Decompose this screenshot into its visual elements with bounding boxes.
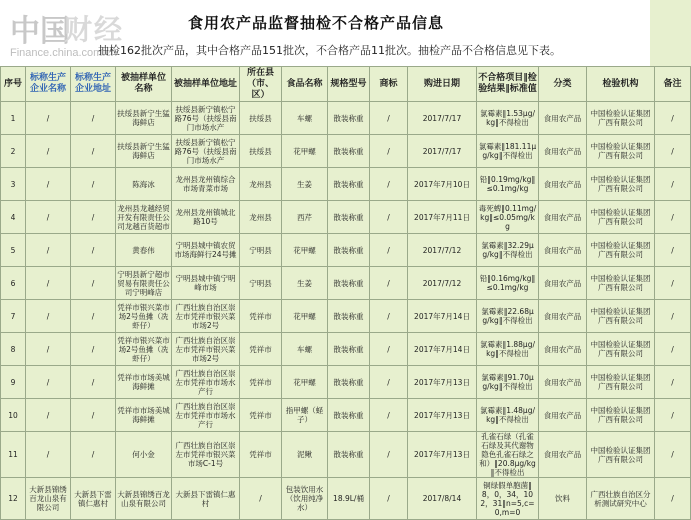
- cell-food-name: 花甲螺: [282, 300, 328, 333]
- cell-manufacturer-name: /: [26, 333, 71, 366]
- cell-category: 食用农产品: [539, 366, 587, 399]
- cell-sampled-unit-address: 广西壮族自治区崇左市凭祥市银兴菜市场C-1号: [172, 432, 240, 478]
- col-category: 分类: [539, 67, 587, 102]
- cell-purchase-date: 2017/7/17: [408, 102, 477, 135]
- table-row: [1, 333, 691, 366]
- cell-inspection-agency: 广西壮族自治区分析测试研究中心: [587, 478, 655, 520]
- table-row: [1, 102, 691, 135]
- cell-county: 宁明县: [240, 267, 282, 300]
- cell-failed-item: 毒死蜱‖0.11mg/kg‖≤0.05mg/kg: [477, 201, 539, 234]
- cell-remarks: /: [655, 267, 691, 300]
- cell-county: 扶绥县: [240, 102, 282, 135]
- cell-failed-item: 孔雀石绿（孔雀石绿及其代谢物隐色孔雀石绿之和）‖20.8μg/kg‖不得检出: [477, 432, 539, 478]
- cell-brand: /: [370, 300, 408, 333]
- col-food-name: 食品名称: [282, 67, 328, 102]
- cell-manufacturer-address: /: [71, 333, 116, 366]
- cell-manufacturer-name: /: [26, 168, 71, 201]
- cell-spec: 散装称重: [328, 267, 370, 300]
- cell-county: 凭祥市: [240, 300, 282, 333]
- cell-spec: 散装称重: [328, 300, 370, 333]
- cell-remarks: /: [655, 399, 691, 432]
- cell-index: 1: [1, 102, 26, 135]
- cell-inspection-agency: 中国检验认证集团广西有限公司: [587, 432, 655, 478]
- cell-failed-item: 氯霉素‖91.70μg/kg‖不得检出: [477, 366, 539, 399]
- cell-spec: 散装称重: [328, 432, 370, 478]
- cell-food-name: 生姜: [282, 267, 328, 300]
- cell-index: 9: [1, 366, 26, 399]
- cell-remarks: /: [655, 300, 691, 333]
- cell-sampled-unit-name: 龙州县龙越经贸开发有限责任公司龙越百货超市: [116, 201, 172, 234]
- cell-purchase-date: 2017年7月14日: [408, 333, 477, 366]
- failed-products-table: [0, 66, 691, 520]
- cell-remarks: /: [655, 102, 691, 135]
- cell-remarks: /: [655, 168, 691, 201]
- table-row: [1, 234, 691, 267]
- table-row: [1, 478, 691, 520]
- cell-sampled-unit-name: 大新县锦绣百龙山泉有限公司: [116, 478, 172, 520]
- cell-purchase-date: 2017年7月13日: [408, 432, 477, 478]
- cell-purchase-date: 2017年7月13日: [408, 399, 477, 432]
- col-brand: 商标: [370, 67, 408, 102]
- cell-category: 食用农产品: [539, 267, 587, 300]
- cell-index: 2: [1, 135, 26, 168]
- table-row: [1, 366, 691, 399]
- cell-manufacturer-address: /: [71, 102, 116, 135]
- cell-failed-item: 氯霉素‖1.48μg/kg‖不得检出: [477, 399, 539, 432]
- cell-inspection-agency: 中国检验认证集团广西有限公司: [587, 102, 655, 135]
- table-row: [1, 300, 691, 333]
- cell-sampled-unit-name: 凭祥市市场美城海鲜摊: [116, 399, 172, 432]
- cell-spec: 散装称重: [328, 234, 370, 267]
- cell-spec: 18.9L/桶: [328, 478, 370, 520]
- cell-purchase-date: 2017/7/12: [408, 234, 477, 267]
- cell-sampled-unit-name: 凭祥市市场美城海鲜摊: [116, 366, 172, 399]
- col-purchase-date: 购进日期: [408, 67, 477, 102]
- site-logo-domain: Finance.china.com.cn: [10, 47, 117, 59]
- cell-manufacturer-name: /: [26, 102, 71, 135]
- cell-brand: /: [370, 267, 408, 300]
- page-header: [0, 0, 650, 66]
- cell-sampled-unit-name: 扶绥县新宁生猛海鲜店: [116, 135, 172, 168]
- cell-brand: /: [370, 478, 408, 520]
- cell-manufacturer-address: /: [71, 432, 116, 478]
- cell-county: /: [240, 478, 282, 520]
- cell-inspection-agency: 中国检验认证集团广西有限公司: [587, 300, 655, 333]
- cell-brand: /: [370, 102, 408, 135]
- cell-brand: /: [370, 234, 408, 267]
- cell-food-name: 泥鳅: [282, 432, 328, 478]
- cell-remarks: /: [655, 135, 691, 168]
- cell-remarks: /: [655, 478, 691, 520]
- cell-purchase-date: 2017/8/14: [408, 478, 477, 520]
- cell-sampled-unit-address: 广西壮族自治区崇左市凭祥市银兴菜市场2号: [172, 300, 240, 333]
- cell-sampled-unit-name: 宁明县新宁超市贸易有限责任公司宁明峰店: [116, 267, 172, 300]
- cell-purchase-date: 2017/7/17: [408, 135, 477, 168]
- cell-sampled-unit-address: 扶绥县新宁镇松宁路76号（扶绥县南门市场水产: [172, 102, 240, 135]
- cell-category: 食用农产品: [539, 432, 587, 478]
- cell-manufacturer-name: /: [26, 267, 71, 300]
- cell-sampled-unit-address: 宁明县城中镇宁明峰市场: [172, 267, 240, 300]
- cell-food-name: 包装饮用水（饮用纯净水）: [282, 478, 328, 520]
- cell-purchase-date: 2017年7月11日: [408, 201, 477, 234]
- cell-index: 4: [1, 201, 26, 234]
- cell-spec: 散装称重: [328, 102, 370, 135]
- col-manufacturer-name: 标称生产企业名称: [26, 67, 71, 102]
- cell-index: 6: [1, 267, 26, 300]
- cell-manufacturer-name: /: [26, 399, 71, 432]
- cell-spec: 散装称重: [328, 201, 370, 234]
- cell-manufacturer-address: /: [71, 201, 116, 234]
- cell-purchase-date: 2017/7/12: [408, 267, 477, 300]
- table-row: [1, 267, 691, 300]
- cell-spec: 散装称重: [328, 399, 370, 432]
- cell-failed-item: 氯霉素‖1.53μg/kg‖不得检出: [477, 102, 539, 135]
- cell-spec: 散装称重: [328, 168, 370, 201]
- cell-inspection-agency: 中国检验认证集团广西有限公司: [587, 267, 655, 300]
- cell-purchase-date: 2017年7月13日: [408, 366, 477, 399]
- cell-county: 凭祥市: [240, 333, 282, 366]
- col-sampled-unit-name: 被抽样单位名称: [116, 67, 172, 102]
- cell-manufacturer-address: /: [71, 300, 116, 333]
- cell-manufacturer-name: /: [26, 300, 71, 333]
- cell-category: 饮料: [539, 478, 587, 520]
- cell-sampled-unit-address: 扶绥县新宁镇松宁路76号（扶绥县南门市场水产: [172, 135, 240, 168]
- cell-failed-item: 铅‖0.16mg/kg‖≤0.1mg/kg: [477, 267, 539, 300]
- cell-inspection-agency: 中国检验认证集团广西有限公司: [587, 234, 655, 267]
- cell-category: 食用农产品: [539, 102, 587, 135]
- cell-food-name: 车螺: [282, 102, 328, 135]
- cell-brand: /: [370, 168, 408, 201]
- cell-manufacturer-name: 大新县锦绣百龙山泉有限公司: [26, 478, 71, 520]
- cell-food-name: 指甲螺（蛏子）: [282, 399, 328, 432]
- cell-manufacturer-address: /: [71, 366, 116, 399]
- cell-category: 食用农产品: [539, 201, 587, 234]
- cell-sampled-unit-name: 黄春伟: [116, 234, 172, 267]
- cell-manufacturer-name: /: [26, 366, 71, 399]
- col-inspection-agency: 检验机构: [587, 67, 655, 102]
- cell-brand: /: [370, 366, 408, 399]
- cell-county: 凭祥市: [240, 399, 282, 432]
- cell-index: 12: [1, 478, 26, 520]
- cell-sampled-unit-name: 扶绥县新宁生猛海鲜店: [116, 102, 172, 135]
- cell-county: 凭祥市: [240, 432, 282, 478]
- cell-category: 食用农产品: [539, 333, 587, 366]
- site-logo-text: 财经: [64, 13, 125, 46]
- cell-category: 食用农产品: [539, 168, 587, 201]
- cell-county: 龙州县: [240, 201, 282, 234]
- cell-manufacturer-address: /: [71, 168, 116, 201]
- cell-remarks: /: [655, 234, 691, 267]
- col-spec: 规格型号: [328, 67, 370, 102]
- cell-failed-item: 铜绿假单胞菌‖8，0，34，102，31‖n=5,c=0,m=0: [477, 478, 539, 520]
- col-failed-item: 不合格项目‖检验结果‖标准值: [477, 67, 539, 102]
- cell-food-name: 西芹: [282, 201, 328, 234]
- cell-index: 8: [1, 333, 26, 366]
- table-row: [1, 168, 691, 201]
- cell-index: 10: [1, 399, 26, 432]
- cell-sampled-unit-name: 凭祥市银兴菜市场2号鱼摊（冼虾仔）: [116, 300, 172, 333]
- cell-remarks: /: [655, 366, 691, 399]
- cell-sampled-unit-address: 龙州县龙州镇综合市场青菜市场: [172, 168, 240, 201]
- cell-failed-item: 铅‖0.19mg/kg‖≤0.1mg/kg: [477, 168, 539, 201]
- cell-failed-item: 氯霉素‖181.11μg/kg‖不得检出: [477, 135, 539, 168]
- cell-failed-item: 氯霉素‖22.68μg/kg‖不得检出: [477, 300, 539, 333]
- cell-category: 食用农产品: [539, 234, 587, 267]
- cell-remarks: /: [655, 201, 691, 234]
- cell-food-name: 花甲螺: [282, 234, 328, 267]
- cell-food-name: 花甲螺: [282, 366, 328, 399]
- cell-manufacturer-address: /: [71, 135, 116, 168]
- cell-category: 食用农产品: [539, 135, 587, 168]
- col-county: 所在县（市、区）: [240, 67, 282, 102]
- cell-remarks: /: [655, 333, 691, 366]
- table-row: [1, 135, 691, 168]
- cell-sampled-unit-name: 凭祥市银兴菜市场2号鱼摊（冼虾仔）: [116, 333, 172, 366]
- cell-purchase-date: 2017年7月10日: [408, 168, 477, 201]
- cell-brand: /: [370, 432, 408, 478]
- table-row: [1, 399, 691, 432]
- cell-sampled-unit-address: 宁明县城中镇农贸市场海鲜行24号摊: [172, 234, 240, 267]
- page-summary: 抽检162批次产品，其中合格产品151批次，不合格产品11批次。抽检产品不合格信息见下表。: [98, 44, 561, 57]
- cell-manufacturer-address: /: [71, 399, 116, 432]
- cell-food-name: 花甲螺: [282, 135, 328, 168]
- cell-brand: /: [370, 333, 408, 366]
- cell-sampled-unit-address: 广西壮族自治区崇左市凭祥市市场水产行: [172, 399, 240, 432]
- cell-index: 7: [1, 300, 26, 333]
- table-row: [1, 432, 691, 478]
- cell-category: 食用农产品: [539, 399, 587, 432]
- cell-county: 龙州县: [240, 168, 282, 201]
- cell-inspection-agency: 中国检验认证集团广西有限公司: [587, 366, 655, 399]
- cell-remarks: /: [655, 432, 691, 478]
- cell-manufacturer-name: /: [26, 234, 71, 267]
- cell-county: 宁明县: [240, 234, 282, 267]
- col-remarks: 备注: [655, 67, 691, 102]
- cell-sampled-unit-address: 龙州县龙州镇城北路10号: [172, 201, 240, 234]
- cell-index: 3: [1, 168, 26, 201]
- cell-brand: /: [370, 399, 408, 432]
- cell-sampled-unit-name: 陈海冰: [116, 168, 172, 201]
- cell-brand: /: [370, 135, 408, 168]
- cell-category: 食用农产品: [539, 300, 587, 333]
- col-manufacturer-address: 标称生产企业地址: [71, 67, 116, 102]
- cell-spec: 散装称重: [328, 135, 370, 168]
- site-logo-mark: 中国: [10, 14, 70, 49]
- cell-county: 凭祥市: [240, 366, 282, 399]
- cell-inspection-agency: 中国检验认证集团广西有限公司: [587, 168, 655, 201]
- cell-sampled-unit-address: 广西壮族自治区崇左市凭祥市银兴菜市场2号: [172, 333, 240, 366]
- table-header-row: [1, 67, 691, 102]
- cell-brand: /: [370, 201, 408, 234]
- cell-county: 扶绥县: [240, 135, 282, 168]
- cell-spec: 散装称重: [328, 366, 370, 399]
- cell-index: 5: [1, 234, 26, 267]
- cell-sampled-unit-address: 大新县下雷镇仁惠村: [172, 478, 240, 520]
- page-title: 食用农产品监督抽检不合格产品信息: [188, 14, 445, 32]
- cell-spec: 散装称重: [328, 333, 370, 366]
- cell-purchase-date: 2017年7月14日: [408, 300, 477, 333]
- cell-manufacturer-address: /: [71, 234, 116, 267]
- cell-manufacturer-address: 大新县下雷镇仁惠村: [71, 478, 116, 520]
- cell-sampled-unit-name: 何小金: [116, 432, 172, 478]
- cell-index: 11: [1, 432, 26, 478]
- cell-manufacturer-name: /: [26, 432, 71, 478]
- cell-manufacturer-address: /: [71, 267, 116, 300]
- cell-inspection-agency: 中国检验认证集团广西有限公司: [587, 201, 655, 234]
- cell-food-name: 车螺: [282, 333, 328, 366]
- col-index: 序号: [1, 67, 26, 102]
- cell-inspection-agency: 中国检验认证集团广西有限公司: [587, 399, 655, 432]
- cell-inspection-agency: 中国检验认证集团广西有限公司: [587, 135, 655, 168]
- cell-inspection-agency: 中国检验认证集团广西有限公司: [587, 333, 655, 366]
- cell-sampled-unit-address: 广西壮族自治区崇左市凭祥市市场水产行: [172, 366, 240, 399]
- col-sampled-unit-address: 被抽样单位地址: [172, 67, 240, 102]
- cell-failed-item: 氯霉素‖32.29μg/kg‖不得检出: [477, 234, 539, 267]
- cell-manufacturer-name: /: [26, 135, 71, 168]
- cell-failed-item: 氯霉素‖1.88μg/kg‖不得检出: [477, 333, 539, 366]
- cell-food-name: 生姜: [282, 168, 328, 201]
- table-row: [1, 201, 691, 234]
- cell-manufacturer-name: /: [26, 201, 71, 234]
